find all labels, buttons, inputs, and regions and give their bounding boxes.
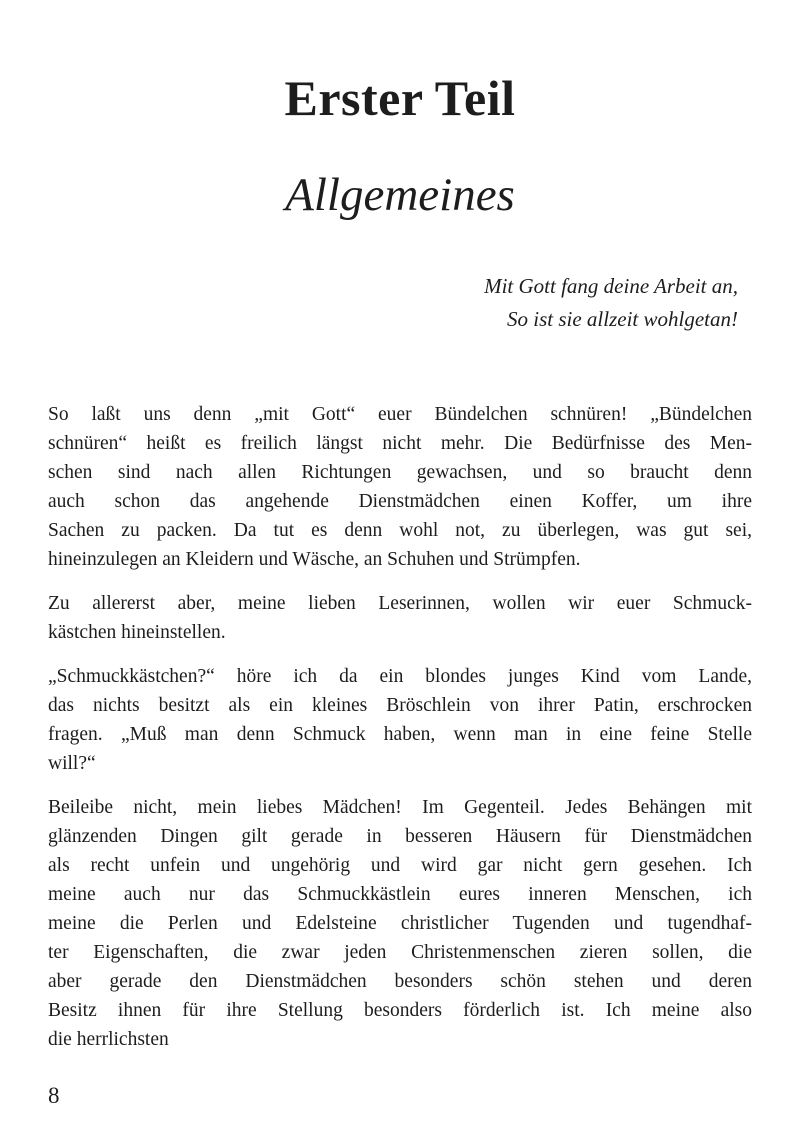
- text-line: ter Eigenschaften, die zwar jeden Christenmenschen zieren sollen, die: [48, 942, 752, 963]
- text-line: auch schon das angehende Dienstmädchen einen Koffer, um ihre: [48, 491, 752, 512]
- text-line: „Schmuckkästchen?“ höre ich da ein blondes junges Kind vom Lande,: [48, 666, 752, 687]
- text-line: meine die Perlen und Edelsteine christlicher Tugenden und tugendhaf-: [48, 913, 752, 934]
- text-line: kästchen hineinstellen.: [48, 622, 226, 643]
- text-line: schen sind nach allen Richtungen gewachsen, und so braucht denn: [48, 462, 752, 483]
- text-line: meine auch nur das Schmuckkästlein eures inneren Menschen, ich: [48, 884, 752, 905]
- text-line: schnüren“ heißt es freilich längst nicht mehr. Die Bedürfnisse des Men-: [48, 433, 752, 454]
- text-line: die herrlichsten: [48, 1029, 169, 1050]
- text-line: hineinzulegen an Kleidern und Wäsche, an Schuhen und Strümpfen.: [48, 549, 581, 570]
- page-number: 8: [48, 1083, 60, 1108]
- text-line: aber gerade den Dienstmädchen besonders schön stehen und deren: [48, 971, 752, 992]
- text-line: will?“: [48, 753, 96, 774]
- text-line: glänzenden Dingen gilt gerade in besseren Häusern für Dienstmädchen: [48, 826, 752, 847]
- text-line: fragen. „Muß man denn Schmuck haben, wenn man in eine feine Stelle: [48, 724, 752, 745]
- body-text: [0, 400, 800, 1054]
- text-line: das nichts besitzt als ein kleines Bröschlein von ihrer Patin, erschrocken: [48, 695, 752, 716]
- paragraph: [48, 793, 752, 1054]
- epigraph: [0, 270, 800, 336]
- chapter-title: Allgemeines: [285, 169, 515, 221]
- text-line: als recht unfein und ungehörig und wird gar nicht gern gesehen. Ich: [48, 855, 752, 876]
- text-line: Sachen zu packen. Da tut es denn wohl not, zu überlegen, was gut sei,: [48, 520, 752, 541]
- text-line: Besitz ihnen für ihre Stellung besonders förderlich ist. Ich meine also: [48, 1000, 752, 1021]
- paragraph: [48, 662, 752, 778]
- paragraph: [48, 589, 752, 647]
- epigraph-line: Mit Gott fang deine Arbeit an,: [484, 274, 738, 298]
- paragraph: [48, 400, 752, 574]
- text-line: So laßt uns denn „mit Gott“ euer Bündelchen schnüren! „Bündelchen: [48, 404, 752, 425]
- text-line: Beileibe nicht, mein liebes Mädchen! Im Gegenteil. Jedes Behängen mit: [48, 797, 752, 818]
- part-title: Erster Teil: [284, 70, 516, 126]
- text-line: Zu allererst aber, meine lieben Leserinnen, wollen wir euer Schmuck-: [48, 593, 752, 614]
- epigraph-line: So ist sie allzeit wohlgetan!: [507, 307, 738, 331]
